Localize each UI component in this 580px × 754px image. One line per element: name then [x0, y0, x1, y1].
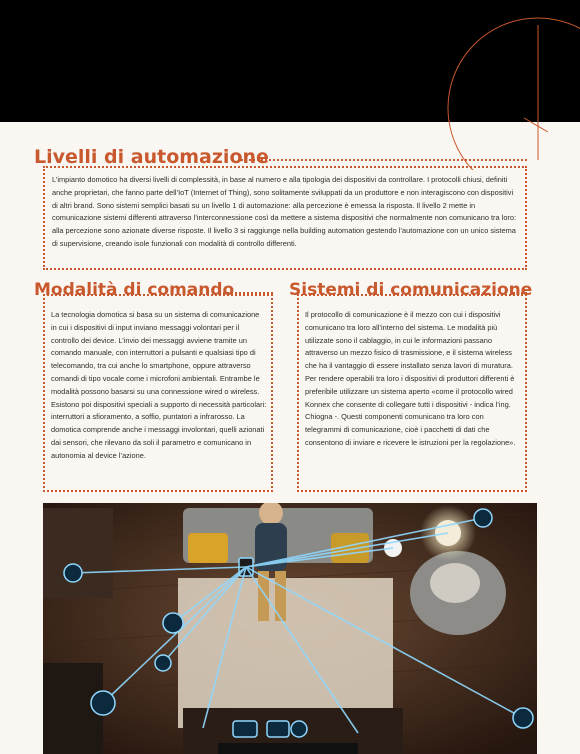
body-modalita-di-comando: La tecnologia domotica si basa su un sistema di comunicazione in cui i dispositivi di input inviano messaggi volontari per il controllo dei device. L’invio dei messaggi avviene tramite un comando manuale, con interruttori a pulsanti e qualsiasi tipo di telecomando, tra cui anche lo smartphone, oppure attraverso comandi di tipo vocale come i microfoni ambientali. Entrambe le modalità possono basarsi su una connessione wired o wireless. Esistono poi dispositivi speciali a supporto di necessità particolari: interruttori a sfioramento, a soffio, puntatori a infrarosso. La domotica comprende anche i messaggi involontari, quelli azionati dai sensori, che rilevano da soli il parametro e comunicano in autonomia al device l’azione. — [51, 310, 267, 460]
top-black-band — [0, 0, 580, 122]
body-sistemi-di-comunicazione: Il protocollo di comunicazione è il mezzo con cui i dispositivi comunicano tra loro all’interno del sistema. Le modalità più utilizzate sono il cablaggio, in cui le informazioni passano attraverso un mezzo fisico di trasmissione, e il sistema wireless che ha il vantaggio di essere installato senza lavori di muratura. Per rendere operabili tra loro i dispositivi di produttori differenti è preferibile utilizzare un sistema aperto «come il protocollo wired Konnex che consente di collegare tutti i dispositivi - indica l’ing. Chiogna -. Questi componenti comunicano tra loro con telegrammi di comunicazione, cioè i pacchetti di dati che consentono di inviare e ricevere le istruzioni per la regolazione». — [305, 310, 516, 447]
heading-livelli-di-automazione: Livelli di automazione — [34, 146, 269, 168]
armchair — [410, 551, 506, 635]
heading-modalita-di-comando: Modalità di comando — [34, 280, 235, 300]
body-livelli-di-automazione: L’impianto domotico ha diversi livelli di complessità, in base al numero e alla tipologia dei dispositivi da controllare. I protocolli chiusi, definiti anche proprietari, che fanno parte dell’IoT (Internet of Thing), sono solitamente sviluppati da un produttore e non interagiscono con dispositivi di altri brand. Sono sistemi semplici basati su un livello 1 di automazione: alla percezione è emessa la risposta. Il livello 2 mette in comunicazione sistemi differenti attraverso l’interconnessione così da mettere a sistema dispositivi che normalmente non comunicano tra loro: alla percezione sono azionate diverse risposte. Il livello 3 si raggiunge nella building automation gestendo l’automazione con un unico sistema di supervisione, creando isole funzionali con modalità di controllo differenti. — [52, 175, 517, 248]
smart-home-photo — [43, 503, 537, 754]
heading-sistemi-di-comunicazione: Sistemi di comunicazione — [289, 280, 533, 300]
heading-dotted-rule — [238, 159, 527, 161]
